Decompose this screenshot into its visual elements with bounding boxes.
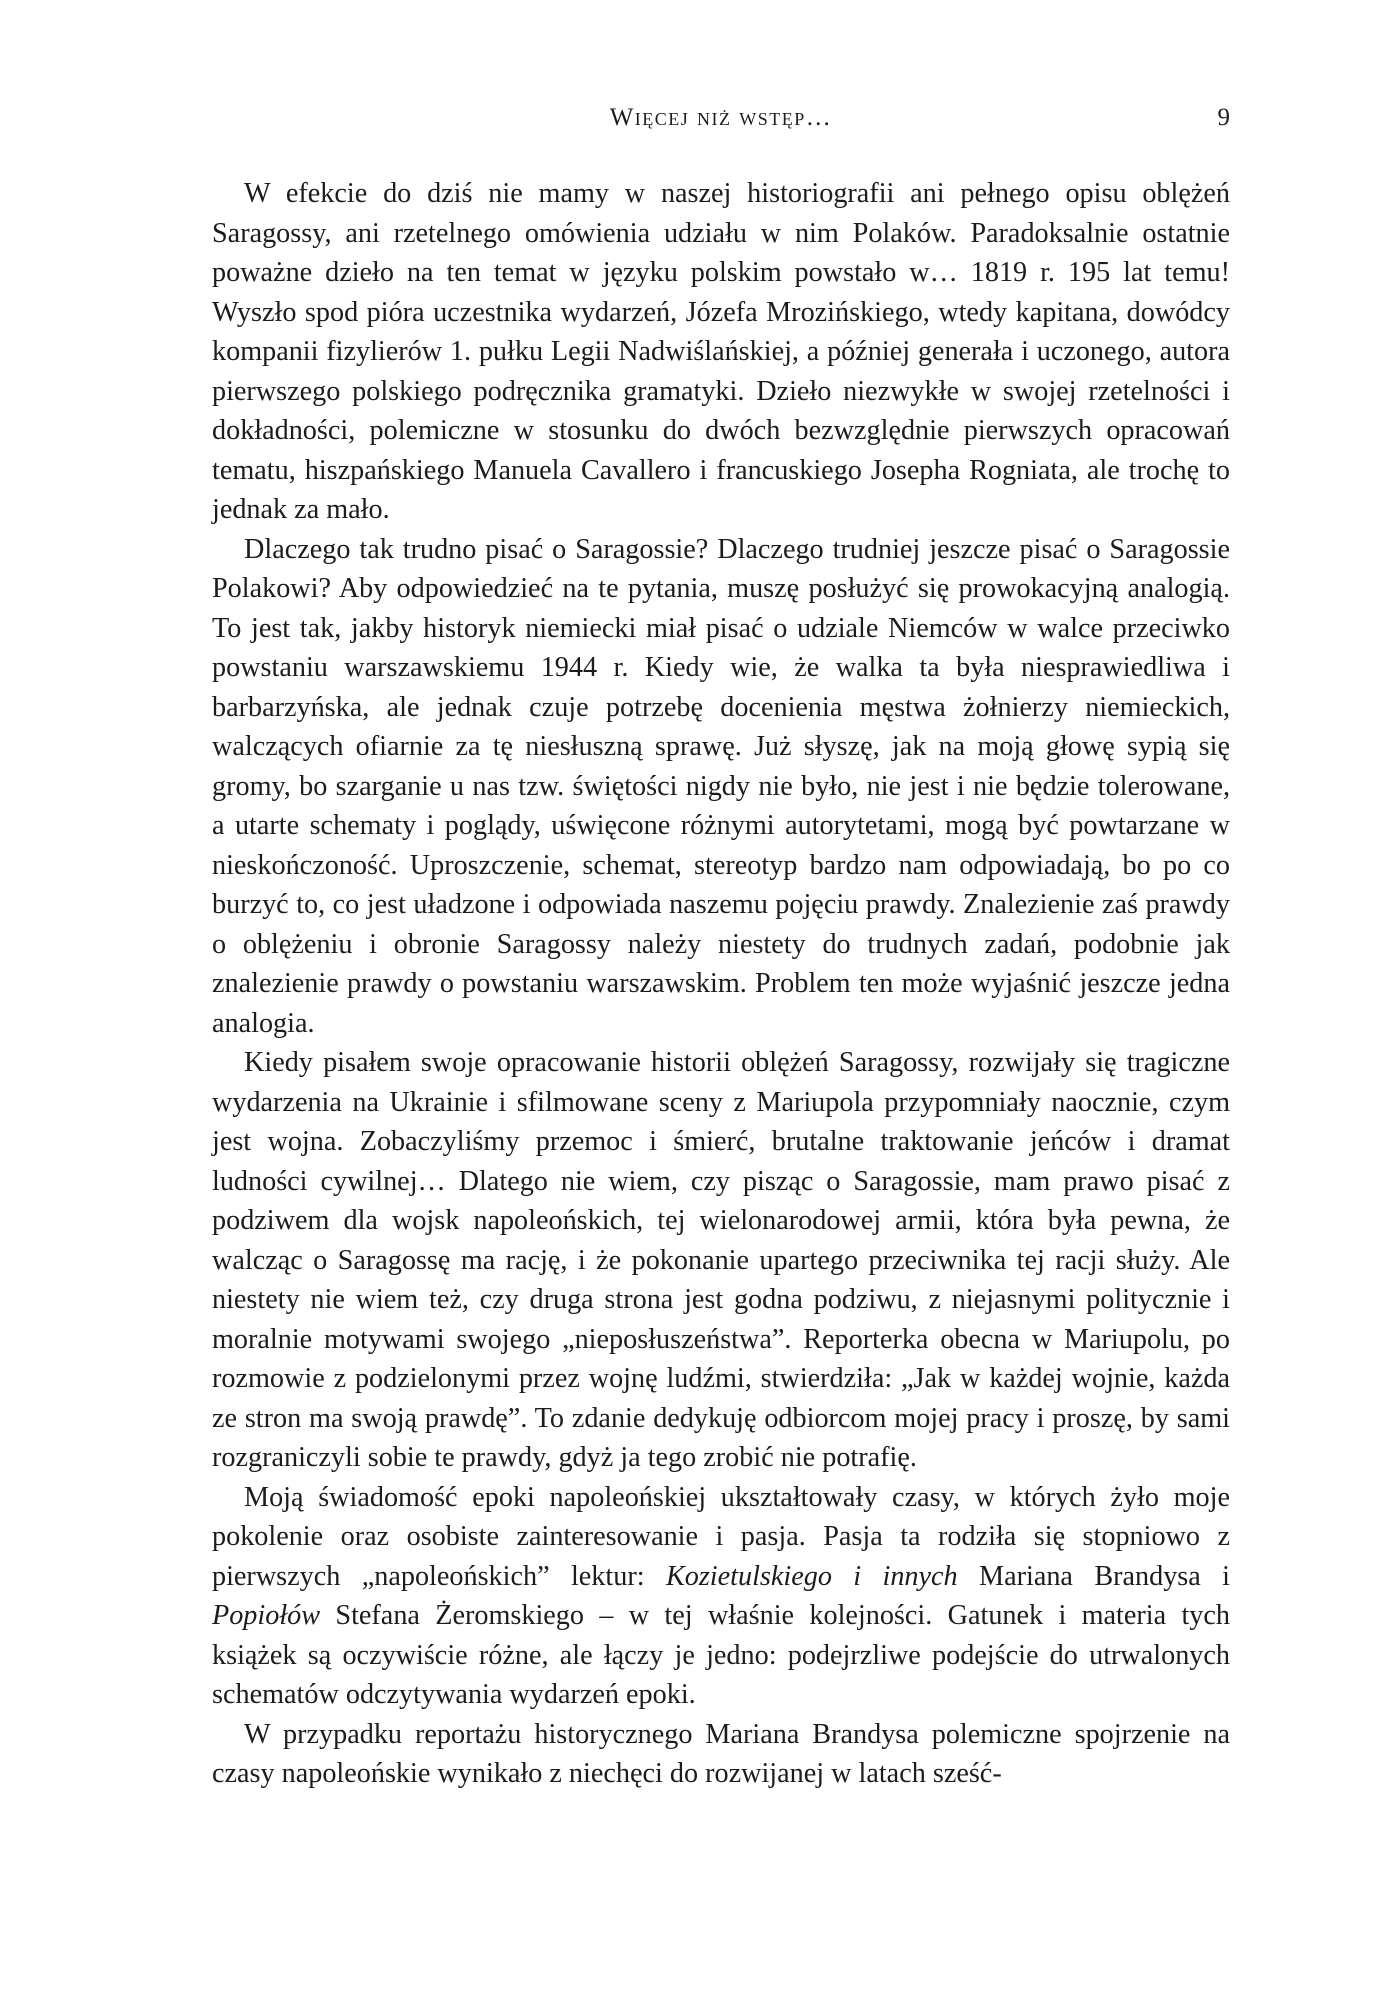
paragraph-1: W efekcie do dziś nie mamy w naszej historiografii ani pełnego opisu oblężeń Saragossy, ani rzetelnego omówienia udziału w nim Polaków. Paradoksalnie ostatnie poważne dzieło na ten temat w języku polskim powstało w… 1819 r. 195 lat temu! Wyszło spod pióra uczestnika wydarzeń, Józefa Mrozińskiego, wtedy kapitana, dowódcy kompanii fizylierów 1. pułku Legii Nadwiślańskiej, a później generała i uczonego, autora pierwszego polskiego podręcznika gramatyki. Dzieło niezwykłe w swojej rzetelności i dokładności, polemiczne w stosunku do dwóch bezwzględnie pierwszych opracowań tematu, hiszpańskiego Manuela Cavallero i francuskiego Josepha Rogniata, ale trochę to jednak za mało. (212, 178, 1230, 525)
book-title-kozietulskiego: Kozietulskiego i innych (665, 1560, 958, 1592)
body-text (212, 174, 1230, 1794)
book-title-popiolow: Popiołów (212, 1600, 321, 1631)
paragraph-4-text-after: Stefana Żeromskiego – w tej właśnie kolejności. Gatunek i materia tych książek są oczywiście różne, ale łączy je jedno: podejrzliwe podejście do utrwalonych schematów odczytywania wydarzeń epoki. (212, 1600, 1230, 1710)
running-title: Więcej niż wstęp… (609, 104, 833, 131)
paragraph-5: W przypadku reportażu historycznego Mariana Brandysa polemiczne spojrzenie na czasy napoleońskie wynikało z niechęci do rozwijanej w latach sześć- (212, 1718, 1230, 1789)
paragraph-4-text-middle: Mariana Brandysa i (957, 1560, 1231, 1592)
paragraph-4 (212, 1478, 1230, 1715)
paragraph-3: Kiedy pisałem swoje opracowanie historii oblężeń Saragossy, rozwijały się tragiczne wydarzenia na Ukrainie i sfilmowane sceny z Mariupola przypomniały naocznie, czym jest wojna. Zobaczyliśmy przemoc i śmierć, brutalne traktowanie jeńców i dramat ludności cywilnej… Dlatego nie wiem, czy pisząc o Saragossie, mam prawo pisać z podziwem dla wojsk napoleońskich, tej wielonarodowej armii, która była pewna, że walcząc o Saragossę ma rację, i że pokonanie upartego przeciwnika tej racji służy. Ale niestety nie wiem też, czy druga strona jest godna podziwu, z niejasnymi politycznie i moralnie motywami swojego „nieposłuszeństwa”. Reporterka obecna w Mariupolu, po rozmowie z podzielonymi przez wojnę ludźmi, stwierdziła: „Jak w każdej wojnie, każda ze stron ma swoją prawdę”. To zdanie dedykuję odbiorcom mojej pracy i proszę, by sami rozgraniczyli sobie te prawdy, gdyż ja tego zrobić nie potrafię. (212, 1047, 1230, 1473)
page-number: 9 (1217, 104, 1230, 131)
running-header (212, 100, 1230, 140)
paragraph-4-text-before: Moją świadomość epoki napoleońskiej ukształtowały czasy, w których żyło moje pokolenie oraz osobiste zainteresowanie i pasja. Pasja ta rodziła się stopniowo z pierwszych „napoleońskich” lektur: (212, 1481, 1230, 1592)
paragraph-2: Dlaczego tak trudno pisać o Saragossie? Dlaczego trudniej jeszcze pisać o Saragossie Polakowi? Aby odpowiedzieć na te pytania, muszę posłużyć się prowokacyjną analogią. To jest tak, jakby historyk niemiecki miał pisać o udziale Niemców w walce przeciwko powstaniu warszawskiemu 1944 r. Kiedy wie, że walka ta była niesprawiedliwa i barbarzyńska, ale jednak czuje potrzebę docenienia męstwa żołnierzy niemieckich, walczących ofiarnie za tę niesłuszną sprawę. Już słyszę, jak na moją głowę sypią się gromy, bo szarganie u nas tzw. świętości nigdy nie było, nie jest i nie będzie tolerowane, a utarte schematy i poglądy, uświęcone różnymi autorytetami, mogą być powtarzane w nieskończoność. Uproszczenie, schemat, stereotyp bardzo nam odpowiadają, bo po co burzyć to, co jest uładzone i odpowiada naszemu pojęciu prawdy. Znalezienie zaś prawdy o oblężeniu i obronie Saragossy należy niestety do trudnych zadań, podobnie jak znalezienie prawdy o powstaniu warszawskim. Problem ten może wyjaśnić jeszcze jedna analogia. (212, 533, 1230, 1039)
